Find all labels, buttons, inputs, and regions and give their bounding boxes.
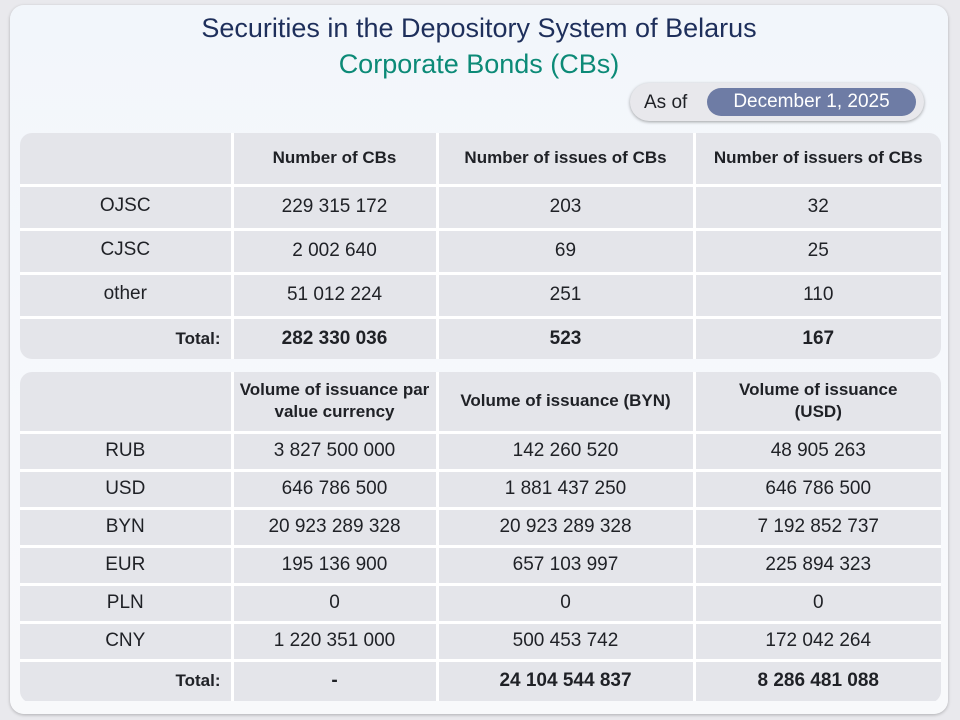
issuance-volume-table-wrapper <box>20 372 941 703</box>
header-number-of-issues: Number of issues of CBs <box>437 133 694 185</box>
table-cell: 0 <box>694 584 941 622</box>
header-number-of-issuers: Number of issuers of CBs <box>694 133 941 185</box>
header-volume-usd: Volume of issuance (USD) <box>694 372 941 432</box>
total-row <box>20 660 941 701</box>
table-cell: 229 315 172 <box>232 185 437 229</box>
table-cell: 110 <box>694 273 941 317</box>
row-label: PLN <box>20 584 232 622</box>
as-of-badge <box>630 83 924 121</box>
table-cell: 2 002 640 <box>232 229 437 273</box>
table-cell: 251 <box>437 273 694 317</box>
cbs-count-table <box>20 133 941 359</box>
total-row <box>20 317 941 359</box>
total-cell: 282 330 036 <box>232 317 437 359</box>
table-header-row <box>20 133 941 185</box>
table-cell: 225 894 323 <box>694 546 941 584</box>
table-cell: 657 103 997 <box>437 546 694 584</box>
table-row <box>20 622 941 660</box>
table-cell: 203 <box>437 185 694 229</box>
header-number-of-cbs: Number of CBs <box>232 133 437 185</box>
cbs-count-table-wrapper <box>20 133 941 359</box>
row-label: BYN <box>20 508 232 546</box>
as-of-date: December 1, 2025 <box>707 88 916 116</box>
table-cell: 20 923 289 328 <box>232 508 437 546</box>
table-cell: 3 827 500 000 <box>232 432 437 470</box>
table-cell: 172 042 264 <box>694 622 941 660</box>
table-row <box>20 470 941 508</box>
page-subtitle: Corporate Bonds (CBs) <box>338 49 620 79</box>
table-row <box>20 273 941 317</box>
header-volume-byn: Volume of issuance (BYN) <box>437 372 694 432</box>
table-cell: 0 <box>437 584 694 622</box>
table-row <box>20 584 941 622</box>
table-cell: 1 220 351 000 <box>232 622 437 660</box>
header-cell-empty <box>20 372 232 432</box>
table-cell: 20 923 289 328 <box>437 508 694 546</box>
table-cell: 25 <box>694 229 941 273</box>
row-label: USD <box>20 470 232 508</box>
table-row <box>20 508 941 546</box>
table-cell: 7 192 852 737 <box>694 508 941 546</box>
table-cell: 32 <box>694 185 941 229</box>
header-volume-par-value: Volume of issuance par value currency <box>232 372 437 432</box>
total-cell: 8 286 481 088 <box>694 660 941 701</box>
total-cell: 523 <box>437 317 694 359</box>
table-cell: 0 <box>232 584 437 622</box>
table-row <box>20 432 941 470</box>
table-cell: 1 881 437 250 <box>437 470 694 508</box>
table-cell: 69 <box>437 229 694 273</box>
row-label: other <box>20 273 232 317</box>
table-cell: 51 012 224 <box>232 273 437 317</box>
table-cell: 142 260 520 <box>437 432 694 470</box>
table-cell: 48 905 263 <box>694 432 941 470</box>
total-cell: 167 <box>694 317 941 359</box>
total-cell: - <box>232 660 437 701</box>
row-label: CJSC <box>20 229 232 273</box>
total-label: Total: <box>20 660 232 701</box>
table-cell: 195 136 900 <box>232 546 437 584</box>
row-label: EUR <box>20 546 232 584</box>
total-label: Total: <box>20 317 232 359</box>
report-card <box>10 5 948 714</box>
table-row <box>20 185 941 229</box>
page-title: Securities in the Depository System of Belarus <box>201 13 757 43</box>
table-cell: 646 786 500 <box>232 470 437 508</box>
row-label: RUB <box>20 432 232 470</box>
total-cell: 24 104 544 837 <box>437 660 694 701</box>
issuance-volume-table <box>20 372 941 701</box>
table-header-row <box>20 372 941 432</box>
header-cell-empty <box>20 133 232 185</box>
as-of-label: As of <box>644 92 688 113</box>
table-cell: 500 453 742 <box>437 622 694 660</box>
table-row <box>20 546 941 584</box>
row-label: CNY <box>20 622 232 660</box>
row-label: OJSC <box>20 185 232 229</box>
table-cell: 646 786 500 <box>694 470 941 508</box>
table-row <box>20 229 941 273</box>
